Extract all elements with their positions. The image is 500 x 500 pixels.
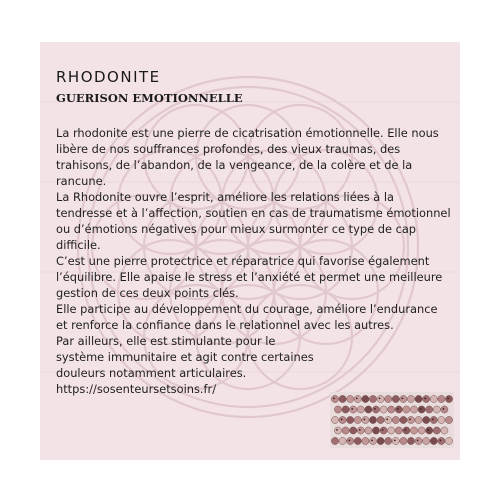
bead (339, 437, 346, 444)
bead (362, 395, 369, 402)
bead (430, 437, 437, 444)
bead (347, 437, 354, 444)
bead (426, 427, 433, 434)
bead (400, 395, 407, 402)
bead-speck (420, 408, 422, 410)
bead (415, 437, 422, 444)
page-subtitle: GUERISON EMOTIONNELLE (56, 91, 243, 105)
bead-speck (394, 440, 396, 442)
bead (403, 406, 410, 413)
bead-speck (440, 440, 442, 442)
bead (339, 395, 346, 402)
bead-speck (427, 429, 429, 431)
bead (334, 427, 341, 434)
bead-speck (397, 408, 399, 410)
bead-speck (402, 398, 404, 400)
bead (438, 416, 445, 423)
bead (392, 437, 399, 444)
bead-speck (379, 398, 381, 400)
bead (418, 427, 425, 434)
rhodonite-card (40, 42, 460, 460)
bead-speck (382, 429, 384, 431)
page-title: RHODONITE (56, 68, 161, 86)
bead (369, 437, 376, 444)
bead-speck (341, 419, 343, 421)
bead (418, 406, 425, 413)
bead-speck (371, 440, 373, 442)
bead (331, 395, 338, 402)
bead (430, 416, 437, 423)
bead (380, 427, 387, 434)
bead (339, 416, 346, 423)
bead-speck (356, 398, 358, 400)
bead (441, 427, 448, 434)
bead (331, 437, 338, 444)
bead (410, 406, 417, 413)
bead (433, 427, 440, 434)
description (56, 125, 452, 397)
bead (377, 416, 384, 423)
paragraph: Par ailleurs, elle est stimulante pour le système immunitaire et agit contre certaines douleurs notamment articulaires. (56, 334, 314, 380)
bead (369, 416, 376, 423)
bead (357, 427, 364, 434)
bead (354, 437, 361, 444)
bead (445, 395, 452, 402)
bead-speck (359, 429, 361, 431)
bead-speck (447, 398, 449, 400)
paragraph: La Rhodonite ouvre l’esprit, améliore les relations liées à la tendresse et à l’affection, soutien en cas de traumatisme émotionnel ou d’émotions négatives pour mieux surmonter ce type de cap difficile. (56, 190, 451, 252)
bead (410, 427, 417, 434)
bead (438, 395, 445, 402)
bead (385, 416, 392, 423)
bead (362, 437, 369, 444)
bead (342, 406, 349, 413)
bead (372, 406, 379, 413)
bead (407, 416, 414, 423)
bead (372, 427, 379, 434)
bead (377, 437, 384, 444)
bead-speck (374, 408, 376, 410)
bead (395, 427, 402, 434)
bead (415, 395, 422, 402)
bead (400, 437, 407, 444)
bead (403, 427, 410, 434)
bead (385, 395, 392, 402)
bead (385, 437, 392, 444)
bead (400, 416, 407, 423)
paragraph: Elle participe au développement du courage, améliore l’endurance et renforce la confiance dans le relationnel avec les autres. (56, 302, 438, 332)
bead (365, 406, 372, 413)
bead (357, 406, 364, 413)
bead-speck (409, 419, 411, 421)
bead (388, 406, 395, 413)
bead (350, 406, 357, 413)
bead (445, 416, 452, 423)
bead (380, 406, 387, 413)
bead (433, 406, 440, 413)
bead (354, 395, 361, 402)
bead-speck (424, 398, 426, 400)
bead (407, 395, 414, 402)
bead (430, 395, 437, 402)
bead (377, 395, 384, 402)
bead (365, 427, 372, 434)
bead (441, 406, 448, 413)
website-link[interactable]: https://sosenteursetsoins.fr/ (56, 382, 217, 396)
bead (392, 395, 399, 402)
bead (362, 416, 369, 423)
bead (395, 406, 402, 413)
bead-speck (417, 440, 419, 442)
bead (423, 395, 430, 402)
bead-speck (386, 419, 388, 421)
bead (331, 416, 338, 423)
bead (388, 427, 395, 434)
bead (350, 427, 357, 434)
bead (426, 406, 433, 413)
bead (392, 416, 399, 423)
paragraph: C’est une pierre protectrice et réparatrice qui favorise également l’équilibre. Elle apaise le stress et l’anxiété et permet une meilleure gestion de ces deux points clés. (56, 254, 443, 300)
bead-speck (443, 408, 445, 410)
bead (347, 416, 354, 423)
bead (334, 406, 341, 413)
bead-speck (336, 429, 338, 431)
bead (342, 427, 349, 434)
bead (423, 416, 430, 423)
bead (407, 437, 414, 444)
rhodonite-beads-image (330, 392, 454, 448)
bead-speck (405, 429, 407, 431)
bead-speck (364, 419, 366, 421)
bead (438, 437, 445, 444)
bead-speck (333, 398, 335, 400)
bead-speck (432, 419, 434, 421)
bead (423, 437, 430, 444)
bead (354, 416, 361, 423)
paragraph: La rhodonite est une pierre de cicatrisation émotionnelle. Elle nous libère de nos souffrances profondes, des vieux traumas, des trahisons, de l’abandon, de la vengeance, de la colère et de la rancune. (56, 126, 439, 188)
bead (369, 395, 376, 402)
bead (445, 437, 452, 444)
bead (415, 416, 422, 423)
bead (347, 395, 354, 402)
bead-speck (348, 440, 350, 442)
bead-speck (351, 408, 353, 410)
